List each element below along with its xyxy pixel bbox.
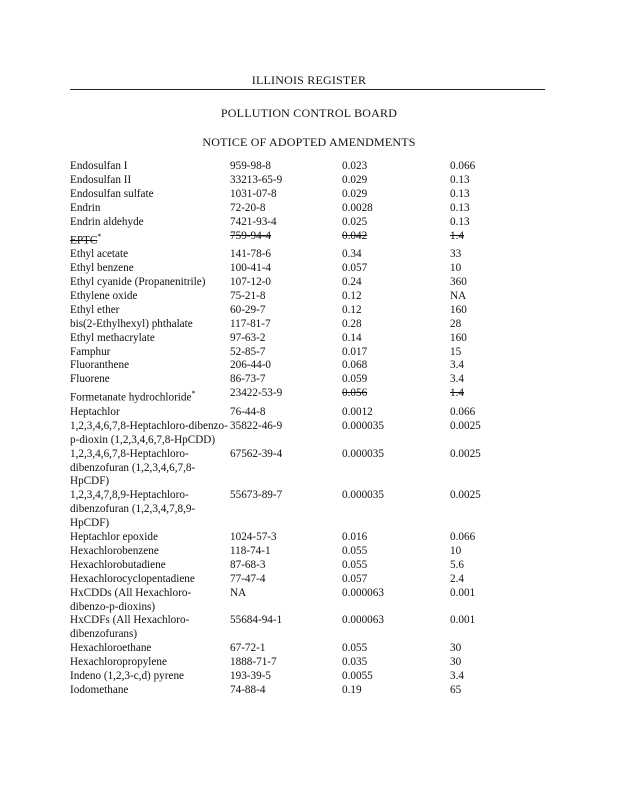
cas-number-text: 959-98-8 xyxy=(230,160,272,172)
table-row xyxy=(70,262,530,276)
cas-number xyxy=(230,545,342,559)
nonwastewater-value xyxy=(450,346,530,360)
nonwastewater-value xyxy=(450,160,530,174)
constituent-name-text: Hexachloropropylene xyxy=(70,656,167,669)
cas-number xyxy=(230,406,342,420)
cas-number xyxy=(230,174,342,188)
wastewater-value-text: 0.056 xyxy=(342,387,368,400)
constituent-name-text: Indeno (1,2,3-c,d) pyrene xyxy=(70,670,185,683)
constituent-name-text: Ethylene oxide xyxy=(70,289,138,302)
nonwastewater-value-text: 0.066 xyxy=(450,405,476,418)
constituent-name xyxy=(70,489,230,531)
constituent-name xyxy=(70,448,230,490)
wastewater-value-text: 0.035 xyxy=(342,656,368,669)
constituent-name-text: 1,2,3,4,6,7,8-Heptachloro-dibenzo-p-dioxin (1,2,3,4,6,7,8-HpCDD) xyxy=(70,419,228,446)
table-row xyxy=(70,387,530,406)
cas-number xyxy=(230,614,342,642)
cas-number xyxy=(230,248,342,262)
constituent-name xyxy=(70,262,230,276)
wastewater-value xyxy=(342,332,450,346)
nonwastewater-value-text: 10 xyxy=(450,262,462,275)
wastewater-value xyxy=(342,684,450,698)
nonwastewater-value xyxy=(450,684,530,698)
constituent-name-text: EPTC xyxy=(70,234,98,247)
constituent-name-text: bis(2-Ethylhexyl) phthalate xyxy=(70,317,193,330)
table-row xyxy=(70,656,530,670)
wastewater-value-text: 0.14 xyxy=(342,331,362,344)
table-row xyxy=(70,318,530,332)
constituent-name-text: Hexachlorobenzene xyxy=(70,544,159,557)
constituent-name-text: Famphur xyxy=(70,345,111,358)
constituent-name xyxy=(70,276,230,290)
table-row xyxy=(70,160,530,174)
constituent-name-text: Ethyl benzene xyxy=(70,262,134,275)
constituent-name-text: Hexachloroethane xyxy=(70,642,152,655)
constituent-name-text: HxCDDs (All Hexachloro-dibenzo-p-dioxins) xyxy=(70,586,192,613)
wastewater-value xyxy=(342,642,450,656)
cas-number-text: 72-20-8 xyxy=(230,201,266,214)
table-row xyxy=(70,614,530,642)
wastewater-value-text: 0.19 xyxy=(342,684,362,696)
wastewater-value xyxy=(342,559,450,573)
nonwastewater-value-text: 2.4 xyxy=(450,572,464,585)
wastewater-value-text: 0.055 xyxy=(342,558,368,571)
cas-number-text: 193-39-5 xyxy=(230,670,272,683)
wastewater-value xyxy=(342,420,450,448)
constituent-name xyxy=(70,670,230,684)
table-row xyxy=(70,420,530,448)
register-title: ILLINOIS REGISTER xyxy=(251,73,367,87)
table-row xyxy=(70,531,530,545)
cas-number-text: 141-78-6 xyxy=(230,248,272,261)
nonwastewater-value-text: 0.13 xyxy=(450,173,470,186)
cas-number xyxy=(230,420,342,448)
wastewater-value-text: 0.042 xyxy=(342,229,368,242)
cas-number xyxy=(230,262,342,276)
cas-number-text: 67-72-1 xyxy=(230,642,266,655)
constituent-name xyxy=(70,587,230,615)
wastewater-value-text: 0.000063 xyxy=(342,614,384,627)
cas-number-text: 759-94-4 xyxy=(230,229,272,242)
table-row xyxy=(70,202,530,216)
board-title: POLLUTION CONTROL BOARD xyxy=(220,106,398,120)
constituent-name-text: Endosulfan sulfate xyxy=(70,187,154,200)
cas-number xyxy=(230,489,342,531)
cas-number xyxy=(230,359,342,373)
nonwastewater-value xyxy=(450,489,530,531)
constituent-name xyxy=(70,545,230,559)
cas-number xyxy=(230,318,342,332)
wastewater-value xyxy=(342,573,450,587)
constituent-name-text: Ethyl cyanide (Propanenitrile) xyxy=(70,275,206,288)
cas-number xyxy=(230,373,342,387)
cas-number-text: 74-88-4 xyxy=(230,684,266,696)
constituent-name xyxy=(70,573,230,587)
table-row xyxy=(70,670,530,684)
table-row xyxy=(70,545,530,559)
nonwastewater-value-text: 1.4 xyxy=(450,387,464,400)
wastewater-value xyxy=(342,230,450,249)
wastewater-value-text: 0.24 xyxy=(342,275,362,288)
nonwastewater-value xyxy=(450,587,530,615)
wastewater-value xyxy=(342,587,450,615)
cas-number xyxy=(230,332,342,346)
constituent-name xyxy=(70,656,230,670)
wastewater-value-text: 0.000035 xyxy=(342,447,384,460)
constituent-name-text: Hexachlorobutadiene xyxy=(70,558,166,571)
constituent-name-text: Formetanate hydrochloride xyxy=(70,391,192,404)
wastewater-value-text: 0.055 xyxy=(342,642,368,655)
constituent-name xyxy=(70,614,230,642)
wastewater-value xyxy=(342,262,450,276)
table-row xyxy=(70,216,530,230)
cas-number xyxy=(230,573,342,587)
nonwastewater-value-text: 30 xyxy=(450,656,462,669)
wastewater-value-text: 0.000035 xyxy=(342,419,384,432)
wastewater-value-text: 0.0012 xyxy=(342,405,373,418)
nonwastewater-value-text: 0.13 xyxy=(450,215,470,228)
nonwastewater-value xyxy=(450,332,530,346)
cas-number xyxy=(230,230,342,249)
cas-number-text: 1888-71-7 xyxy=(230,656,277,669)
table-row xyxy=(70,406,530,420)
nonwastewater-value xyxy=(450,670,530,684)
table-row xyxy=(70,174,530,188)
table-row xyxy=(70,559,530,573)
constituent-name xyxy=(70,174,230,188)
constituent-name xyxy=(70,531,230,545)
constituent-name xyxy=(70,642,230,656)
nonwastewater-value xyxy=(450,545,530,559)
nonwastewater-value-text: 0.0025 xyxy=(450,419,481,432)
constituent-name-text: Ethyl ether xyxy=(70,303,120,316)
cas-number xyxy=(230,642,342,656)
constituent-name xyxy=(70,216,230,230)
nonwastewater-value xyxy=(450,448,530,490)
cas-number-text: 77-47-4 xyxy=(230,572,266,585)
wastewater-value xyxy=(342,545,450,559)
nonwastewater-value-text: 10 xyxy=(450,544,462,557)
cas-number-text: 67562-39-4 xyxy=(230,447,283,460)
wastewater-value xyxy=(342,359,450,373)
nonwastewater-value-text: 0.0025 xyxy=(450,447,481,460)
cas-number-text: 100-41-4 xyxy=(230,262,272,275)
constituent-name xyxy=(70,290,230,304)
nonwastewater-value-text: 30 xyxy=(450,642,462,655)
constituent-name-text: Ethyl methacrylate xyxy=(70,331,155,344)
nonwastewater-value-text: 3.4 xyxy=(450,670,464,683)
cas-number xyxy=(230,531,342,545)
table-row xyxy=(70,276,530,290)
cas-number xyxy=(230,290,342,304)
constituent-name xyxy=(70,387,230,406)
nonwastewater-value xyxy=(450,359,530,373)
cas-number-text: 55673-89-7 xyxy=(230,489,283,502)
wastewater-value-text: 0.055 xyxy=(342,544,368,557)
constituent-name-text: Endrin xyxy=(70,201,101,214)
wastewater-value-text: 0.28 xyxy=(342,317,362,330)
wastewater-value xyxy=(342,346,450,360)
wastewater-value xyxy=(342,304,450,318)
table-row xyxy=(70,290,530,304)
cas-number-text: NA xyxy=(230,586,247,599)
nonwastewater-value-text: 160 xyxy=(450,331,467,344)
nonwastewater-value-text: 5.6 xyxy=(450,558,464,571)
constituent-name xyxy=(70,202,230,216)
wastewater-value-text: 0.12 xyxy=(342,289,362,302)
nonwastewater-value xyxy=(450,248,530,262)
wastewater-value xyxy=(342,670,450,684)
nonwastewater-value-text: NA xyxy=(450,289,467,302)
cas-number xyxy=(230,202,342,216)
constituent-name xyxy=(70,359,230,373)
cas-number-text: 117-81-7 xyxy=(230,317,271,330)
wastewater-value-text: 0.059 xyxy=(342,373,368,386)
constituent-name-text: Heptachlor xyxy=(70,405,120,418)
constituent-name-text: Heptachlor epoxide xyxy=(70,531,158,544)
nonwastewater-value xyxy=(450,420,530,448)
nonwastewater-value xyxy=(450,573,530,587)
wastewater-value-text: 0.025 xyxy=(342,215,368,228)
header-rule xyxy=(70,89,545,90)
cas-number-text: 107-12-0 xyxy=(230,275,272,288)
wastewater-value-text: 0.029 xyxy=(342,173,368,186)
cas-number xyxy=(230,670,342,684)
wastewater-value xyxy=(342,160,450,174)
wastewater-value xyxy=(342,276,450,290)
table-row xyxy=(70,587,530,615)
cas-number xyxy=(230,160,342,174)
constituent-name-text: Endosulfan I xyxy=(70,160,128,172)
wastewater-value xyxy=(342,248,450,262)
constituent-name-text: Hexachlorocyclopentadiene xyxy=(70,572,195,585)
footnote-marker: * xyxy=(97,231,102,241)
wastewater-value-text: 0.057 xyxy=(342,572,368,585)
wastewater-value-text: 0.068 xyxy=(342,359,368,372)
cas-number xyxy=(230,684,342,698)
nonwastewater-value-text: 15 xyxy=(450,345,462,358)
cas-number-text: 55684-94-1 xyxy=(230,614,283,627)
wastewater-value xyxy=(342,202,450,216)
cas-number-text: 206-44-0 xyxy=(230,359,272,372)
wastewater-value xyxy=(342,387,450,406)
nonwastewater-value xyxy=(450,318,530,332)
wastewater-value xyxy=(342,373,450,387)
cas-number xyxy=(230,559,342,573)
cas-number-text: 23422-53-9 xyxy=(230,387,283,400)
table-row xyxy=(70,359,530,373)
wastewater-value xyxy=(342,406,450,420)
cas-number-text: 52-85-7 xyxy=(230,345,266,358)
wastewater-value-text: 0.057 xyxy=(342,262,368,275)
table-row xyxy=(70,573,530,587)
nonwastewater-value-text: 1.4 xyxy=(450,229,464,242)
constituent-name xyxy=(70,318,230,332)
cas-number-text: 7421-93-4 xyxy=(230,215,277,228)
nonwastewater-value xyxy=(450,373,530,387)
constituent-name-text: Fluoranthene xyxy=(70,359,130,372)
cas-number xyxy=(230,448,342,490)
constituent-name xyxy=(70,304,230,318)
nonwastewater-value xyxy=(450,202,530,216)
cas-number xyxy=(230,346,342,360)
table-row xyxy=(70,448,530,490)
nonwastewater-value-text: 160 xyxy=(450,303,467,316)
nonwastewater-value-text: 0.13 xyxy=(450,187,470,200)
wastewater-value-text: 0.34 xyxy=(342,248,362,261)
wastewater-value xyxy=(342,216,450,230)
table-row xyxy=(70,188,530,202)
footnote-marker: * xyxy=(191,389,196,399)
constituent-name-text: HxCDFs (All Hexachloro-dibenzofurans) xyxy=(70,614,190,641)
nonwastewater-value-text: 0.066 xyxy=(450,531,476,544)
constituent-name-text: 1,2,3,4,6,7,8-Heptachloro-dibenzofuran (1,2,3,4,6,7,8-HpCDF) xyxy=(70,447,196,488)
table-row xyxy=(70,230,530,249)
cas-number xyxy=(230,387,342,406)
nonwastewater-value xyxy=(450,174,530,188)
cas-number-text: 118-74-1 xyxy=(230,544,271,557)
cas-number-text: 97-63-2 xyxy=(230,331,266,344)
nonwastewater-value xyxy=(450,304,530,318)
nonwastewater-value xyxy=(450,387,530,406)
constituent-name-text: Endrin aldehyde xyxy=(70,215,144,228)
constituent-name-text: 1,2,3,4,7,8,9-Heptachloro-dibenzofuran (1,2,3,4,7,8,9-HpCDF) xyxy=(70,489,196,530)
constituent-name-text: Ethyl acetate xyxy=(70,248,129,261)
constituent-name xyxy=(70,188,230,202)
nonwastewater-value-text: 0.0025 xyxy=(450,489,481,502)
nonwastewater-value xyxy=(450,216,530,230)
nonwastewater-value xyxy=(450,531,530,545)
cas-number-text: 35822-46-9 xyxy=(230,419,283,432)
cas-number xyxy=(230,656,342,670)
constituent-name xyxy=(70,406,230,420)
nonwastewater-value-text: 3.4 xyxy=(450,373,464,386)
nonwastewater-value-text: 28 xyxy=(450,317,462,330)
wastewater-value-text: 0.029 xyxy=(342,187,368,200)
constituent-name xyxy=(70,230,230,249)
cas-number-text: 60-29-7 xyxy=(230,303,266,316)
cas-number xyxy=(230,188,342,202)
constituent-name xyxy=(70,684,230,698)
wastewater-value-text: 0.017 xyxy=(342,345,368,358)
cas-number-text: 1024-57-3 xyxy=(230,531,277,544)
cas-number xyxy=(230,587,342,615)
constituent-name xyxy=(70,373,230,387)
nonwastewater-value-text: 0.001 xyxy=(450,586,476,599)
wastewater-value xyxy=(342,318,450,332)
nonwastewater-value-text: 0.13 xyxy=(450,201,470,214)
constituent-name xyxy=(70,559,230,573)
wastewater-value-text: 0.016 xyxy=(342,531,368,544)
nonwastewater-value xyxy=(450,642,530,656)
wastewater-value-text: 0.023 xyxy=(342,160,368,172)
constituent-name xyxy=(70,420,230,448)
cas-number xyxy=(230,304,342,318)
wastewater-value xyxy=(342,489,450,531)
constituent-name xyxy=(70,160,230,174)
nonwastewater-value-text: 0.001 xyxy=(450,614,476,627)
cas-number-text: 33213-65-9 xyxy=(230,173,283,186)
nonwastewater-value-text: 360 xyxy=(450,275,467,288)
nonwastewater-value-text: 0.066 xyxy=(450,160,476,172)
wastewater-value xyxy=(342,188,450,202)
cas-number xyxy=(230,216,342,230)
wastewater-value xyxy=(342,448,450,490)
nonwastewater-value xyxy=(450,290,530,304)
wastewater-value-text: 0.000035 xyxy=(342,489,384,502)
nonwastewater-value-text: 3.4 xyxy=(450,359,464,372)
cas-number xyxy=(230,276,342,290)
wastewater-value-text: 0.0055 xyxy=(342,670,373,683)
wastewater-value-text: 0.0028 xyxy=(342,201,373,214)
constituent-name xyxy=(70,248,230,262)
nonwastewater-value xyxy=(450,656,530,670)
nonwastewater-value-text: 33 xyxy=(450,248,462,261)
wastewater-value-text: 0.12 xyxy=(342,303,362,316)
table-row xyxy=(70,373,530,387)
cas-number-text: 76-44-8 xyxy=(230,405,266,418)
table-row xyxy=(70,332,530,346)
constituent-name-text: Endosulfan II xyxy=(70,173,132,186)
wastewater-value xyxy=(342,656,450,670)
nonwastewater-value xyxy=(450,406,530,420)
nonwastewater-value xyxy=(450,188,530,202)
wastewater-value xyxy=(342,290,450,304)
constituent-name-text: Iodomethane xyxy=(70,684,129,696)
nonwastewater-value xyxy=(450,230,530,249)
wastewater-value xyxy=(342,174,450,188)
wastewater-value xyxy=(342,614,450,642)
table-row xyxy=(70,346,530,360)
nonwastewater-value xyxy=(450,559,530,573)
nonwastewater-value-text: 65 xyxy=(450,684,462,696)
constituent-name xyxy=(70,332,230,346)
table-row xyxy=(70,489,530,531)
constituent-name-text: Fluorene xyxy=(70,373,110,386)
table-row xyxy=(70,304,530,318)
cas-number-text: 86-73-7 xyxy=(230,373,266,386)
nonwastewater-value xyxy=(450,614,530,642)
cas-number-text: 1031-07-8 xyxy=(230,187,277,200)
cas-number-text: 75-21-8 xyxy=(230,289,266,302)
table-row xyxy=(70,248,530,262)
wastewater-value-text: 0.000063 xyxy=(342,586,384,599)
notice-title: NOTICE OF ADOPTED AMENDMENTS xyxy=(202,135,416,149)
constituent-name xyxy=(70,346,230,360)
nonwastewater-value xyxy=(450,262,530,276)
constituents-table xyxy=(70,160,530,698)
table-row xyxy=(70,642,530,656)
nonwastewater-value xyxy=(450,276,530,290)
table-row xyxy=(70,684,530,698)
wastewater-value xyxy=(342,531,450,545)
cas-number-text: 87-68-3 xyxy=(230,558,266,571)
